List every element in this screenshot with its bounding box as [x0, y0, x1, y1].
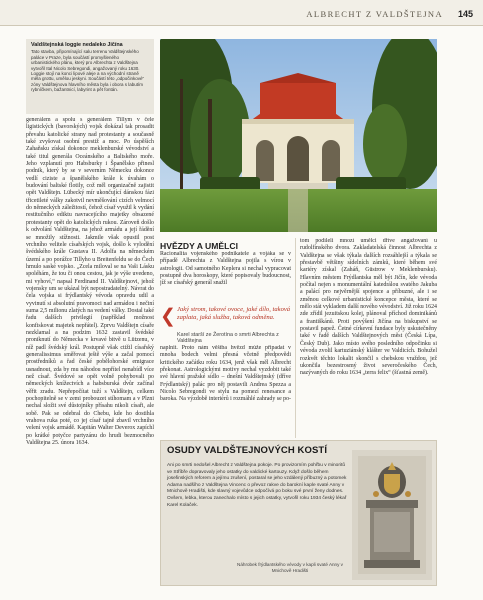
tomb-photo	[352, 450, 432, 580]
section-paragraph-a: Racionalita vojenského podnikatele a vojáka se v případě Albrechta z Valdštejna pojila s vírou v astrologii. Od samotného Keplera si nechal vypracovat postupně dva horoskopy, které popisovaly budoucnost, jíž se císařský generál snažil	[160, 251, 291, 287]
main-text-column	[26, 117, 154, 589]
sidebar-text: Tato stavba, připomínající salu terrenu Valdštejnského paláce v Praze, byla součástí promyšleného urbanistického plánu, který pro Albrechta z Valdštejna vytvořil Ital Nicolo Sebregondi, angažovaný roku 1630. Loggie stojí na konci lipové aleje a na východní straně měla grottu, umělou jeskyni. Součástí této „odpočinkové“ zóny Valdštejnova hlavního města byla i obora s labutím rybníčkem, bažantnicí, labyrint a pět fontán.	[31, 49, 145, 93]
right-text: tom podíleli mnozí umělci dříve angažovaní u rudolfínského dvora. Zakladatelská činnost Albrechta z Valdštejna se však týkala dalších rozsáhlejší a týkala se přestavbě většiny sídelních zámků, které během své kariéry získal (Zaháň, Güstrow v Meklenbursku). Hlavním městem Frýdlantska měl být Jičín, kde vévoda počítal nejen s monumentální katedrálou svatého Jakuba a palácí pro nejvěrnější spojence a příbuzné, ale i se změnou celkové urbanistické koncepce města, které se mělo stát vykladem další nového vévodství. Již roku 1624 zde zřídil jezuitskou kolej, plánoval příchod dominikánů a františkánů. Proti povýšení Jičína na biskupství se postavil papež. Četné církevní fundace byly uskutečněny také v řadě dalších Valdštejnových měst (Česká Lípa, Český Dub). Jako místo svého posledního odpočinku si vévoda zvolil kartuziánský klášter ve Valdicích. Bohužel rozkvět těchto lokalit skončil s chebskou vraždou, jež ukončila bezestrosmý život severočeského Čech, nazývaných do roku 1634 „terra felix“ (šťastná země).	[300, 238, 437, 377]
sidebar-title: Valdštejnská loggie nedaleko Jičína	[31, 42, 123, 48]
quote-text: Jaký strom, takové ovoce, jaké dílo, taková zaplata, jaká služba, taková odměna.	[177, 306, 291, 321]
section-paragraph-b: naplnit. Proto nám věštba hvězd může připadat v mnoha bodech velmi přesná včetně předpovědi kritického začátku roku 1634, jenž však měl Albrecht překonat. Astrologickými motivy nechal vyzdobit také své hlavní pražské sídlo – dnešní Valdštejnský (dříve Frýdlantský) palác pro něj postavili Andrea Spezza a Nicolo Sebregondi ve stylu na pomezí renesance a baroka. Na výzdobě interiérů i rozmáhlé zahrady se po-	[160, 345, 291, 403]
fate-box-title: OSUDY VALDŠTEJNOVÝCH KOSTÍ	[167, 445, 328, 456]
page-number: 145	[457, 9, 473, 19]
main-text: generálem a spolu s generálem Tillym v čele ligistických (bavorských) vojsk dokázal tak prosadit převahu katolické strany nad protestanty a současně také zvyšovat osobní prestiž a moc. Po úspěších Zahaňsku získal dokonce meklenburské vévodství a také titul generála Oceánského a Baltského moře. Jeho vzplanutí pro Habsburky i Španělsko přinesl podnik, který by se v severním Německu dokonce vedlí ciziste a španělského krále k úvahám o budování baltské flotily, což měl organizačně zajistit opět Valdštejn. Lübecký mír ukončující dánskou fázi třicetileté války zakotvil nevměšování cizích velmocí do německých záležitostí, čehož císař využil k vydání restitučního ediktu navracejícího majetky obsazené protestanty opět do katolických rukou. Zároveň došlo k odvolání Valdštejna, na jehož armádu a její řádění se množily stížnosti. Jakmile však opustil post vrchního velitele císařských vojsk, došlo k vylodění švédského krále Gustava II. Adolfa na německém území a po porážce Tillyho u Breitenfeldu se do Čech hrnulo saské vojsko. „Zcela miloval se na Vaši Lásku spoléhám, že tou či onou cestou, jak je výše uvedeno, mi vyhoví,“ napsal Ferdinand II. Valdštejnovi, jehož vojensky um se ukázal být nepostradatelný. Návrat do čela vojska si frýdlantský vévoda opravdu udil a vyvinutí si absolutní pravomoci nad armádou i nečiní suma 2,5 milionu zlatých na vedení války. Dostal také řadu dalších privilegií (například možnost konfiskovat majetek nepřátel). Zprvu Valdštejn císaře nezklamal a na podzim 1632 zastavil švédské proniknutí do Německa v krvavé bitvě u Lützenu, v níž padl švédský král. Postupně však ctižil císařský generalissimus směřovat ještě výše a začal pomocí prostředníků a řad české pobělohorské emigrace usnadnout, zda by mu náhodou nepřítel nenabídl více než císař. Švédové se opět volně pohybovali po německých knížectvích a habsburská dvůr začínal věřit zradu. Nepřepočítat tuží s Valdštejn, celkem pochopitelně se v zemi probouzet stíhomam a v Plzni nechal složit své důstojníky přísahu nikoli císaři, ale sobě. Pak se odebral do Chebu, kde ho dostihla vrahova ruka poté, co jej císař tajně zbavil vrchního velení vojsk armádě. Kapitán Walter Deverox zapíchl po krátké potyčce partyzánu do hrudi bezmocného Valdštejna 25. února 1634.	[26, 117, 154, 447]
running-head-title: ALBRECHT Z VALDŠTEJNA	[306, 9, 443, 19]
section-heading: HVĚZDY A UMĚLCI	[160, 241, 238, 251]
bones-fate-box	[160, 440, 437, 586]
quote-source: Karel starší ze Žerotína o smrti Albrechta z Valdštejna	[177, 332, 279, 344]
loggie-photo	[160, 39, 437, 232]
fate-image-caption: Náhrobek frýdlantského vévody v kapli svaté Anny v Mnichově Hradišti	[237, 562, 343, 573]
quote-mark-icon: ❮	[160, 305, 176, 327]
fate-box-text: Ani po smrti nedošel Albrecht z Valdštejna pokoje. Po provizorním pohřbu v minoritů ve Stříbře dopravovaly jeho ostatky do valdické kartouzy. Když došlo během josefinských reforem a jejímu zrušení, postaral se jeho vzdálený příbuzný a potomek Adama nadšího z Valdštejna Vincenc o převoz rakve do barokní kaple svaté Anny v Mnichově Hradišti, kde slavný vojevůdce odpočívá po boku své první ženy dodnes. Ovšem, lebka, kterou zanechalo místo s jejich ostatky, vytvořil roku 1934 český lékař Karel Kolaček.	[167, 463, 347, 508]
column-divider	[295, 238, 296, 438]
right-text-column	[300, 238, 437, 438]
running-header	[0, 0, 483, 26]
loggie-sidebar	[26, 39, 154, 114]
pull-quote	[160, 306, 294, 344]
